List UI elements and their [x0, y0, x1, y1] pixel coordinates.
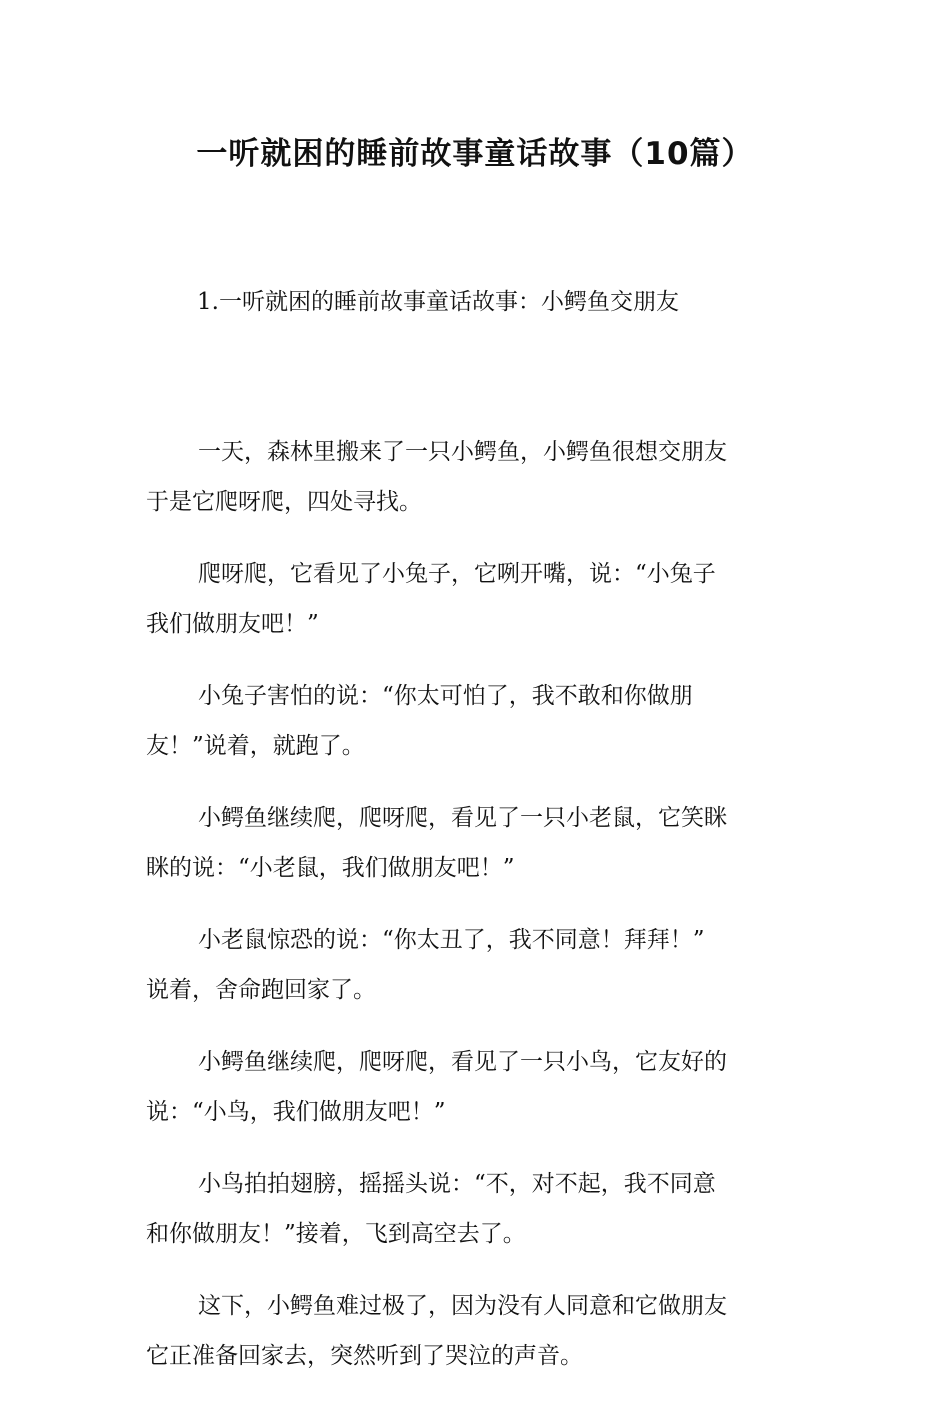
paragraph-line: 我们做朋友吧！” [146, 610, 319, 637]
paragraph-line: 小鸟拍拍翅膀，摇摇头说：“不，对不起，我不同意 [198, 1171, 716, 1197]
paragraph-line: 小鳄鱼继续爬，爬呀爬，看见了一只小老鼠，它笑眯 [198, 805, 727, 831]
paragraph-line: 小老鼠惊恐的说：“你太丑了，我不同意！拜拜！” [198, 927, 705, 953]
paragraph-line: 这下，小鳄鱼难过极了，因为没有人同意和它做朋友 [198, 1293, 727, 1319]
page-title: 一听就困的睡前故事童话故事（10篇） [196, 136, 754, 172]
paragraph-line: 于是它爬呀爬，四处寻找。 [146, 488, 422, 515]
section-heading: 1.一听就困的睡前故事童话故事：小鳄鱼交朋友 [197, 289, 679, 315]
paragraph-line: 它正准备回家去，突然听到了哭泣的声音。 [146, 1342, 583, 1369]
paragraph-line: 一天，森林里搬来了一只小鳄鱼，小鳄鱼很想交朋友 [198, 439, 727, 465]
paragraph-line: 小鳄鱼继续爬，爬呀爬，看见了一只小鸟，它友好的 [198, 1049, 727, 1075]
story-body [146, 428, 810, 1404]
paragraph-line: 说：“小鸟，我们做朋友吧！” [146, 1098, 446, 1125]
paragraph-line: 友！”说着，就跑了。 [146, 732, 365, 759]
paragraph-line: 眯的说：“小老鼠，我们做朋友吧！” [146, 854, 515, 881]
paragraph-line: 小兔子害怕的说：“你太可怕了，我不敢和你做朋 [198, 683, 693, 709]
paragraph-line: 说着，舍命跑回家了。 [146, 976, 376, 1003]
paragraph-line: 和你做朋友！”接着，飞到高空去了。 [146, 1220, 526, 1247]
paragraph-line: 爬呀爬，它看见了小兔子，它咧开嘴，说：“小兔子 [198, 561, 716, 587]
